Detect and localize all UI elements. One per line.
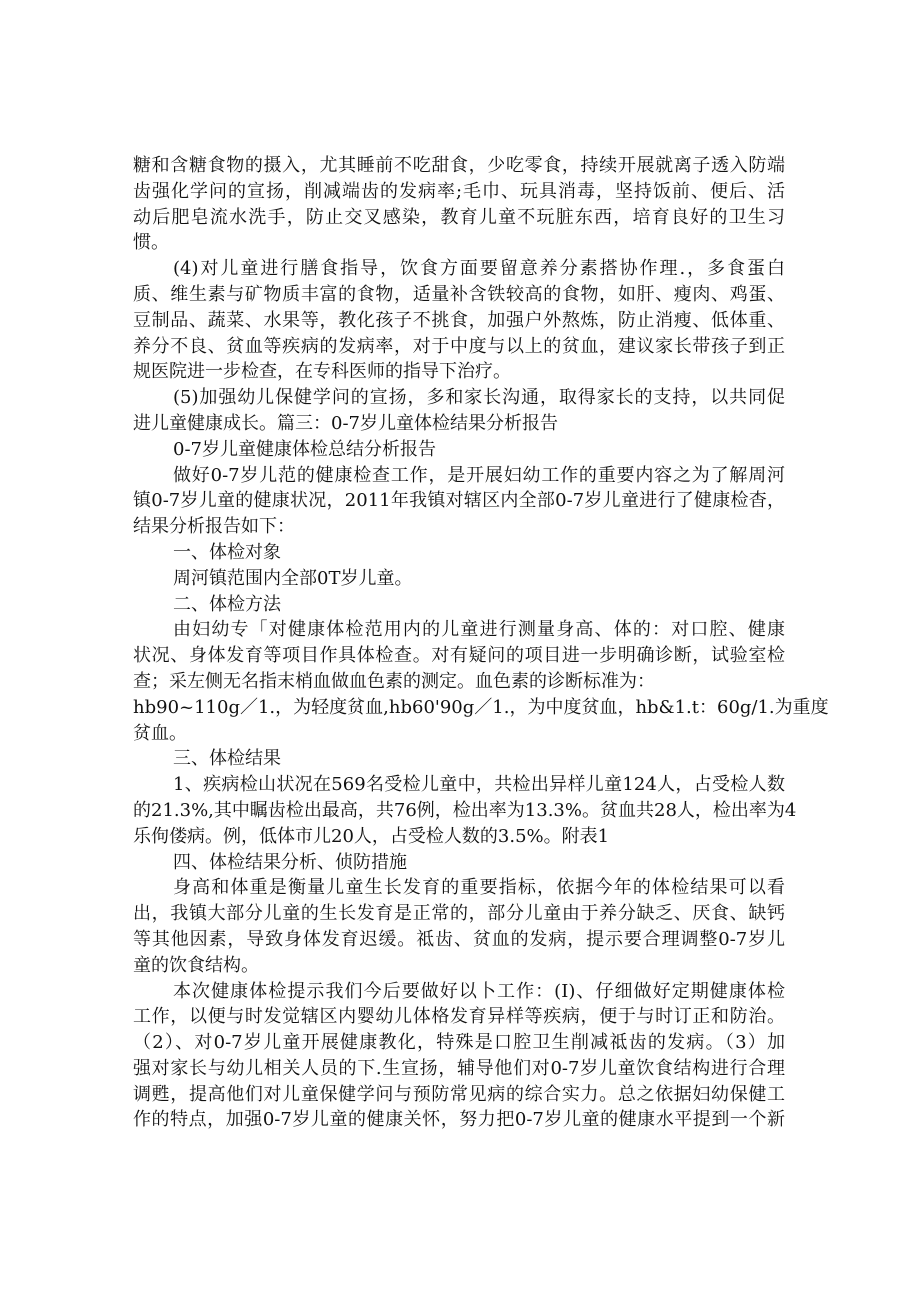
text-line: 身高和体重是衡量儿童生长发育的重要指标，依据今年的体检结果可以看 bbox=[173, 877, 785, 899]
text-line: 乐佝偻病。例，低体市儿20人，占受检人数的3.5%。附表1 bbox=[133, 825, 610, 847]
text-line: 规医院进一步检查，在专科医师的指导下治疗。 bbox=[133, 361, 511, 383]
text-line: 齿强化学问的宣扬，削减端齿的发病率;毛巾、玩具消毒，坚持饭前、便后、活 bbox=[133, 180, 785, 202]
text-line: 三、体检结果 bbox=[173, 748, 281, 770]
text-line: 强对家长与幼儿相关人员的下.生宣扬，辅导他们对0-7岁儿童饮食结构进行合理 bbox=[133, 1057, 785, 1079]
text-line: 进儿童健康成长。篇三：0-7岁儿童体检结果分析报告 bbox=[133, 412, 558, 434]
text-line: 一、体检对象 bbox=[173, 541, 281, 563]
text-line: 镇0-7岁儿童的健康状况，2011年我镇对辖区内全部0-7岁儿童进行了健康检杳， bbox=[133, 490, 785, 512]
text-line: 养分不良、贫血等疾病的发病率，对于中度与以上的贫血，建议家长带孩子到正 bbox=[133, 335, 785, 357]
text-line: 状况、身体发育等项目作具体检查。对有疑问的项目进一步明确诊断，试验室检 bbox=[133, 645, 785, 667]
text-line: 结果分析报告如下： bbox=[133, 516, 295, 538]
text-line: 工作，以便与时发觉辖区内婴幼儿体格发育异样等疾病，便于与时订正和防治。 bbox=[133, 1006, 785, 1028]
text-line: 0-7岁儿童健康体检总结分析报告 bbox=[173, 438, 436, 460]
text-line: 惯。 bbox=[133, 232, 169, 254]
text-line: 童的饮食结构。 bbox=[133, 954, 259, 976]
text-line: 的21.3%,其中瞩齿检出最高，共76例，检出率为13.3%。贫血共28人，检出率为4 bbox=[133, 799, 797, 821]
text-line: 豆制品、蔬菜、水果等，教化孩子不挑食，加强户外熬炼，防止消瘦、低体重、 bbox=[133, 309, 785, 331]
text-line: 动后肥皂流水洗手，防止交叉感染，教育儿童不玩脏东西，培育良好的卫生习 bbox=[133, 206, 785, 228]
text-line: 做好0-7岁儿范的健康检查工作，是开展妇幼工作的重要内容之为了解周河 bbox=[173, 464, 785, 486]
document-page bbox=[133, 153, 829, 1133]
text-line: 质、维生素与矿物质丰富的食物，适量补含铁较高的食物，如肝、瘦肉、鸡蛋、 bbox=[133, 283, 785, 305]
text-line: 本次健康体检提示我们今后要做好以卜工作：(I)、仔细做好定期健康体检 bbox=[173, 980, 785, 1002]
text-line: 查；采左侧无名指末梢血做血色素的测定。血色素的诊断标准为： bbox=[133, 670, 655, 692]
text-line: 周河镇范围内全部0T岁儿童。 bbox=[173, 567, 413, 589]
text-line: (4)对儿童进行膳食指导，饮食方面要留意养分素搭协作理.，多食蛋白 bbox=[173, 258, 785, 280]
text-line: 二、体检方法 bbox=[173, 593, 281, 615]
text-line: 四、体检结果分析、侦防措施 bbox=[173, 851, 407, 873]
text-line: 贫血。 bbox=[133, 722, 187, 744]
text-line: 1、疾病检山状况在569名受检儿童中，共检出异样儿童124人，占受检人数 bbox=[173, 774, 785, 796]
text-line: 糖和含糖食物的摄入，尤其睡前不吃甜食，少吃零食，持续开展就离子透入防端 bbox=[133, 155, 785, 176]
text-line: （2）、对0-7岁儿童开展健康教化，特殊是口腔卫生削减祗齿的发病。（3）加 bbox=[133, 1032, 785, 1054]
text-line: 等其他因素，导致身体发育迟缓。祗齿、贫血的发病，提示要合理调整0-7岁儿 bbox=[133, 928, 785, 950]
text-line: 调甦，提高他们对儿童保健学问与预防常见病的综合实力。总之依据妇幼保健工 bbox=[133, 1083, 785, 1105]
text-line: hb90~110g／1.，为轻度贫血,hb60'90g／1.，为中度贫血，hb&1.t：60g/1.为重度 bbox=[133, 696, 829, 718]
text-line: 作的特点，加强0-7岁儿童的健康关怀，努力把0-7岁儿童的健康水平提到一个新 bbox=[133, 1109, 785, 1131]
text-line: 由妇幼专「对健康体检范用内的儿童进行测量身高、体的：对口腔、健康 bbox=[173, 619, 785, 641]
text-line: 出，我镇大部分儿童的生长发育是正常的，部分儿童由于养分缺乏、厌食、缺钙 bbox=[133, 903, 785, 925]
text-line: (5)加强幼儿保健学问的宣扬，多和家长沟通，取得家长的支持，以共同促 bbox=[173, 387, 785, 409]
